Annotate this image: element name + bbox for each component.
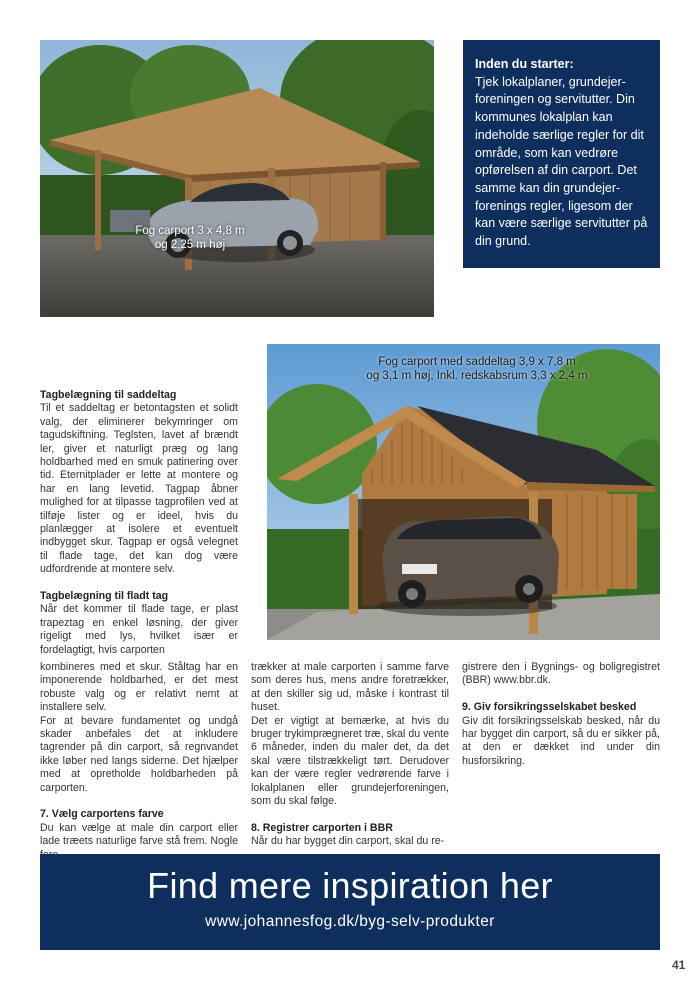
text-column-2: [251, 661, 449, 849]
text-col2-farve: trækker at male carporten i samme farve som deres hus, mens andre foretrækker, at den skiller sig ud, måske i kontrast til huset.: [251, 661, 449, 714]
heading-step-8: 8. Registrer carporten i BBR: [251, 821, 393, 834]
carport-photo-2: [267, 344, 660, 640]
text-column-left-upper: [40, 389, 238, 657]
text-column-1: [40, 661, 238, 862]
info-box: [463, 40, 660, 268]
info-box-title: Inden du starter:: [475, 57, 574, 71]
heading-saddeltag: Tagbelægning til saddeltag: [40, 389, 177, 401]
text-step-9: Giv dit forsikringsselskab besked, når du har bygget din carport, så du er sikker på, at den er dækket ind under din husforsikring.: [462, 714, 660, 767]
text-saddeltag: Til et saddeltag er betontagsten et solidt valg, der eliminerer bekymringer om tagudskiftning. Teglsten, lavet af brændt ler, giver et naturligt præg og lang holdbarhed med en smuk patinering over tid. Eternitplader er lette at montere og har en lang levetid. Tagpap åbner mulighed for at tilpasse tagprofilen ved at tilføje lister og er ideel, hvis du planlægger at isolere et eventuelt indbygget skur. Tagpap er også velegnet til flade tage, det kan dog være udfordrende at montere selv.: [40, 402, 238, 576]
text-step-7: Du kan vælge at male din carport eller lade træets naturlige farve stå frem. Nogle: [40, 821, 238, 848]
text-col3-bbr: gistrere den i Bygnings- og boligregistret (BBR) www.bbr.dk.: [462, 661, 660, 687]
photo-1-caption-line-1: Fog carport 3 x 4,8 m: [135, 225, 245, 237]
banner-headline: Find mere inspiration her: [147, 865, 553, 906]
photo-2-caption: [352, 355, 602, 383]
text-col1-continued: kombineres med et skur. Ståltag har en imponerende holdbarhed, er det mest robuste valg og er relativt nemt at installere selv.: [40, 661, 238, 714]
text-step-8: Når du har bygget din carport, skal du re-: [251, 835, 445, 848]
carport-illustration-2: [267, 344, 660, 640]
info-box-text: Tjek lokalplaner, grundejer-foreningen og servitutter. Din kommunes lokalplan kan indeholde særlige regler for dit område, som kan vedrøre opførelsen af din carport. Det samme kan din grundejer-forenings regler, ligesom der kan være særlige servitutter på din grund.: [475, 74, 648, 249]
heading-step-9: 9. Giv forsikringsselskabet besked: [462, 701, 637, 714]
text-col1-tagrender: For at bevare fundamentet og undgå skader anbefales det at inkludere tagrender på din carport, så regnvandet ikke løber ned langs siderne. Det hjælper med at opretholde holdbarheden på carporten.: [40, 714, 238, 794]
photo-2-caption-line-2: og 3,1 m høj, Inkl. redskabsrum 3,3 x 2,4 m: [366, 370, 588, 382]
heading-fladt-tag: Tagbelægning til fladt tag: [40, 590, 169, 603]
banner-url-link[interactable]: www.johannesfog.dk/byg-selv-produkter: [205, 913, 495, 930]
text-column-3: [462, 661, 660, 768]
page-number: 41: [672, 958, 686, 972]
photo-2-caption-line-1: Fog carport med saddeltag 3,9 x 7,8 m: [378, 356, 576, 368]
carport-photo-1: [40, 40, 434, 317]
photo-1-caption: [90, 224, 290, 252]
carport-illustration-1: [40, 40, 434, 317]
heading-step-7: 7. Vælg carportens farve: [40, 808, 164, 821]
text-col2-traeimpraegnering: Det er vigtigt at bemærke, at hvis du bruger trykimprægneret træ, skal du vente 6 måneder, inden du maler det, da det skal være tilstrækkeligt tørt. Derudover kan der være regler vedrørende farve i lokalplanen eller grundejerforeningen, som du skal følge.: [251, 714, 449, 808]
inspiration-banner: [40, 854, 660, 950]
text-fladt-tag: Når det kommer til flade tage, er plast trapeztag en enkel løsning, der giver rigeligt med lys, hvilket især er fordelagtigt, hvis carporten: [40, 603, 238, 656]
photo-1-caption-line-2: og 2,25 m høj: [154, 239, 226, 251]
